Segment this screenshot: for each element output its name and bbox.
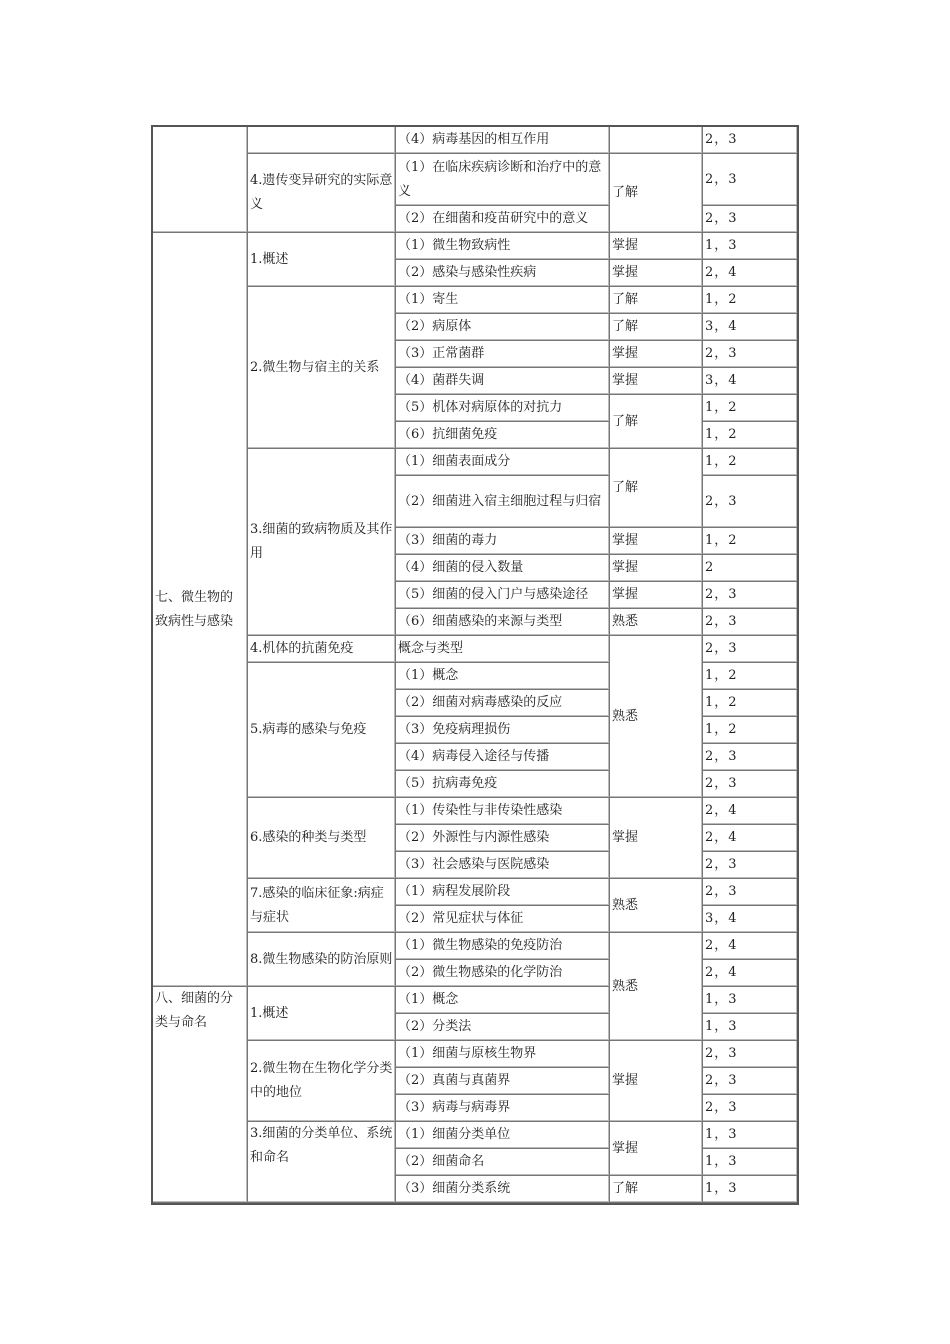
subsection-cell: 4.机体的抗菌免疫: [248, 636, 396, 663]
unit-cell: 1，2: [703, 395, 797, 422]
unit-cell: 2: [703, 555, 797, 582]
unit-cell: 3，4: [703, 906, 797, 933]
level-cell: 掌握: [610, 341, 703, 368]
level-cell: 掌握: [610, 260, 703, 287]
level-cell: 了解: [610, 395, 703, 449]
item-cell: （1）细菌与原核生物界: [396, 1041, 610, 1068]
unit-cell: 1，2: [703, 449, 797, 476]
table-row: [153, 636, 797, 663]
item-cell: （4）菌群失调: [396, 368, 610, 395]
item-cell: （1）寄生: [396, 287, 610, 314]
item-cell: （1）细菌表面成分: [396, 449, 610, 476]
unit-cell: 2，3: [703, 879, 797, 906]
table-row: [153, 449, 797, 476]
subsection-cell: 4.遗传变异研究的实际意义: [248, 154, 396, 233]
table-row: [153, 233, 797, 260]
subsection-cell: 3.细菌的分类单位、系统和命名: [248, 1122, 396, 1203]
unit-cell: 1，2: [703, 528, 797, 555]
table-row: [153, 154, 797, 206]
unit-cell: 1，2: [703, 690, 797, 717]
unit-cell: 1，3: [703, 987, 797, 1014]
level-cell: 掌握: [610, 528, 703, 555]
unit-cell: 2，4: [703, 933, 797, 960]
unit-cell: 1，2: [703, 663, 797, 690]
unit-cell: 2，3: [703, 609, 797, 636]
unit-cell: 2，3: [703, 206, 797, 233]
item-cell: （3）免疫病理损伤: [396, 717, 610, 744]
item-cell: （1）概念: [396, 663, 610, 690]
level-cell: 熟悉: [610, 933, 703, 1041]
level-cell: 掌握: [610, 555, 703, 582]
item-cell: （1）传染性与非传染性感染: [396, 798, 610, 825]
item-cell: （1）概念: [396, 987, 610, 1014]
unit-cell: 1，3: [703, 1149, 797, 1176]
item-cell: （2）常见症状与体征: [396, 906, 610, 933]
subsection-cell: 6.感染的种类与类型: [248, 798, 396, 879]
unit-cell: 1，3: [703, 1122, 797, 1149]
subsection-cell: [248, 127, 396, 154]
unit-cell: 2，3: [703, 1095, 797, 1122]
level-cell: 掌握: [610, 582, 703, 609]
item-cell: （3）正常菌群: [396, 341, 610, 368]
level-cell: 熟悉: [610, 879, 703, 933]
item-cell: （2）细菌对病毒感染的反应: [396, 690, 610, 717]
item-cell: （2）病原体: [396, 314, 610, 341]
unit-cell: 2，3: [703, 771, 797, 798]
item-cell: （4）病毒侵入途径与传播: [396, 744, 610, 771]
level-cell: 掌握: [610, 233, 703, 260]
subsection-cell: 2.微生物与宿主的关系: [248, 287, 396, 449]
level-cell: 掌握: [610, 1122, 703, 1176]
item-cell: （2）外源性与内源性感染: [396, 825, 610, 852]
subsection-cell: 7.感染的临床征象:病症与症状: [248, 879, 396, 933]
item-cell: （1）微生物致病性: [396, 233, 610, 260]
chapter-cell: [153, 127, 248, 233]
level-cell: 熟悉: [610, 609, 703, 636]
unit-cell: 2，3: [703, 636, 797, 663]
level-cell: [610, 127, 703, 154]
unit-cell: 2，3: [703, 852, 797, 879]
item-cell: （2）感染与感染性疾病: [396, 260, 610, 287]
level-cell: 了解: [610, 314, 703, 341]
unit-cell: 2，3: [703, 1068, 797, 1095]
chapter-cell: 八、细菌的分类与命名: [153, 987, 248, 1203]
chapter-cell: 七、微生物的致病性与感染: [153, 233, 248, 987]
item-cell: （1）细菌分类单位: [396, 1122, 610, 1149]
level-cell: 掌握: [610, 1041, 703, 1122]
table-row: [153, 127, 797, 154]
unit-cell: 3，4: [703, 368, 797, 395]
level-cell: 熟悉: [610, 636, 703, 798]
subsection-cell: 8.微生物感染的防治原则: [248, 933, 396, 987]
item-cell: （6）抗细菌免疫: [396, 422, 610, 449]
item-cell: （2）在细菌和疫苗研究中的意义: [396, 206, 610, 233]
unit-cell: 1，3: [703, 233, 797, 260]
unit-cell: 3，4: [703, 314, 797, 341]
item-cell: （2）真菌与真菌界: [396, 1068, 610, 1095]
unit-cell: 2，4: [703, 960, 797, 987]
item-cell: （5）机体对病原体的对抗力: [396, 395, 610, 422]
item-cell: （2）细菌命名: [396, 1149, 610, 1176]
item-cell: （3）病毒与病毒界: [396, 1095, 610, 1122]
item-cell: （2）分类法: [396, 1014, 610, 1041]
level-cell: 了解: [610, 449, 703, 528]
item-cell: （2）细菌进入宿主细胞过程与归宿: [396, 476, 610, 528]
item-cell: （4）细菌的侵入数量: [396, 555, 610, 582]
unit-cell: 2，3: [703, 341, 797, 368]
item-cell: （2）微生物感染的化学防治: [396, 960, 610, 987]
unit-cell: 2，3: [703, 127, 797, 154]
table-row: [153, 287, 797, 314]
item-cell: （3）社会感染与医院感染: [396, 852, 610, 879]
table-row: [153, 933, 797, 960]
level-cell: 掌握: [610, 368, 703, 395]
unit-cell: 1，2: [703, 717, 797, 744]
item-cell: （1）在临床疾病诊断和治疗中的意义: [396, 154, 610, 206]
subsection-cell: 2.微生物在生物化学分类中的地位: [248, 1041, 396, 1122]
item-cell: （3）细菌分类系统: [396, 1176, 610, 1203]
level-cell: 了解: [610, 1176, 703, 1203]
unit-cell: 2，4: [703, 260, 797, 287]
unit-cell: 2，3: [703, 582, 797, 609]
unit-cell: 2，3: [703, 476, 797, 528]
unit-cell: 2，3: [703, 744, 797, 771]
level-cell: 了解: [610, 287, 703, 314]
subsection-cell: 3.细菌的致病物质及其作用: [248, 449, 396, 636]
unit-cell: 1，2: [703, 287, 797, 314]
item-cell: （1）病程发展阶段: [396, 879, 610, 906]
item-cell: 概念与类型: [396, 636, 610, 663]
unit-cell: 2，4: [703, 825, 797, 852]
item-cell: （1）微生物感染的免疫防治: [396, 933, 610, 960]
unit-cell: 1，3: [703, 1014, 797, 1041]
level-cell: 掌握: [610, 798, 703, 879]
exam-outline-table: [151, 125, 799, 1205]
table-row: [153, 1122, 797, 1149]
item-cell: （6）细菌感染的来源与类型: [396, 609, 610, 636]
subsection-cell: 5.病毒的感染与免疫: [248, 663, 396, 798]
unit-cell: 2，3: [703, 154, 797, 206]
subsection-cell: 1.概述: [248, 987, 396, 1041]
table-row: [153, 798, 797, 825]
unit-cell: 2，3: [703, 1041, 797, 1068]
subsection-cell: 1.概述: [248, 233, 396, 287]
table-row: [153, 879, 797, 906]
item-cell: （5）细菌的侵入门户与感染途径: [396, 582, 610, 609]
unit-cell: 2，4: [703, 798, 797, 825]
unit-cell: 1，3: [703, 1176, 797, 1203]
item-cell: （4）病毒基因的相互作用: [396, 127, 610, 154]
item-cell: （3）细菌的毒力: [396, 528, 610, 555]
item-cell: （5）抗病毒免疫: [396, 771, 610, 798]
unit-cell: 1，2: [703, 422, 797, 449]
table-row: [153, 1041, 797, 1068]
level-cell: 了解: [610, 154, 703, 233]
